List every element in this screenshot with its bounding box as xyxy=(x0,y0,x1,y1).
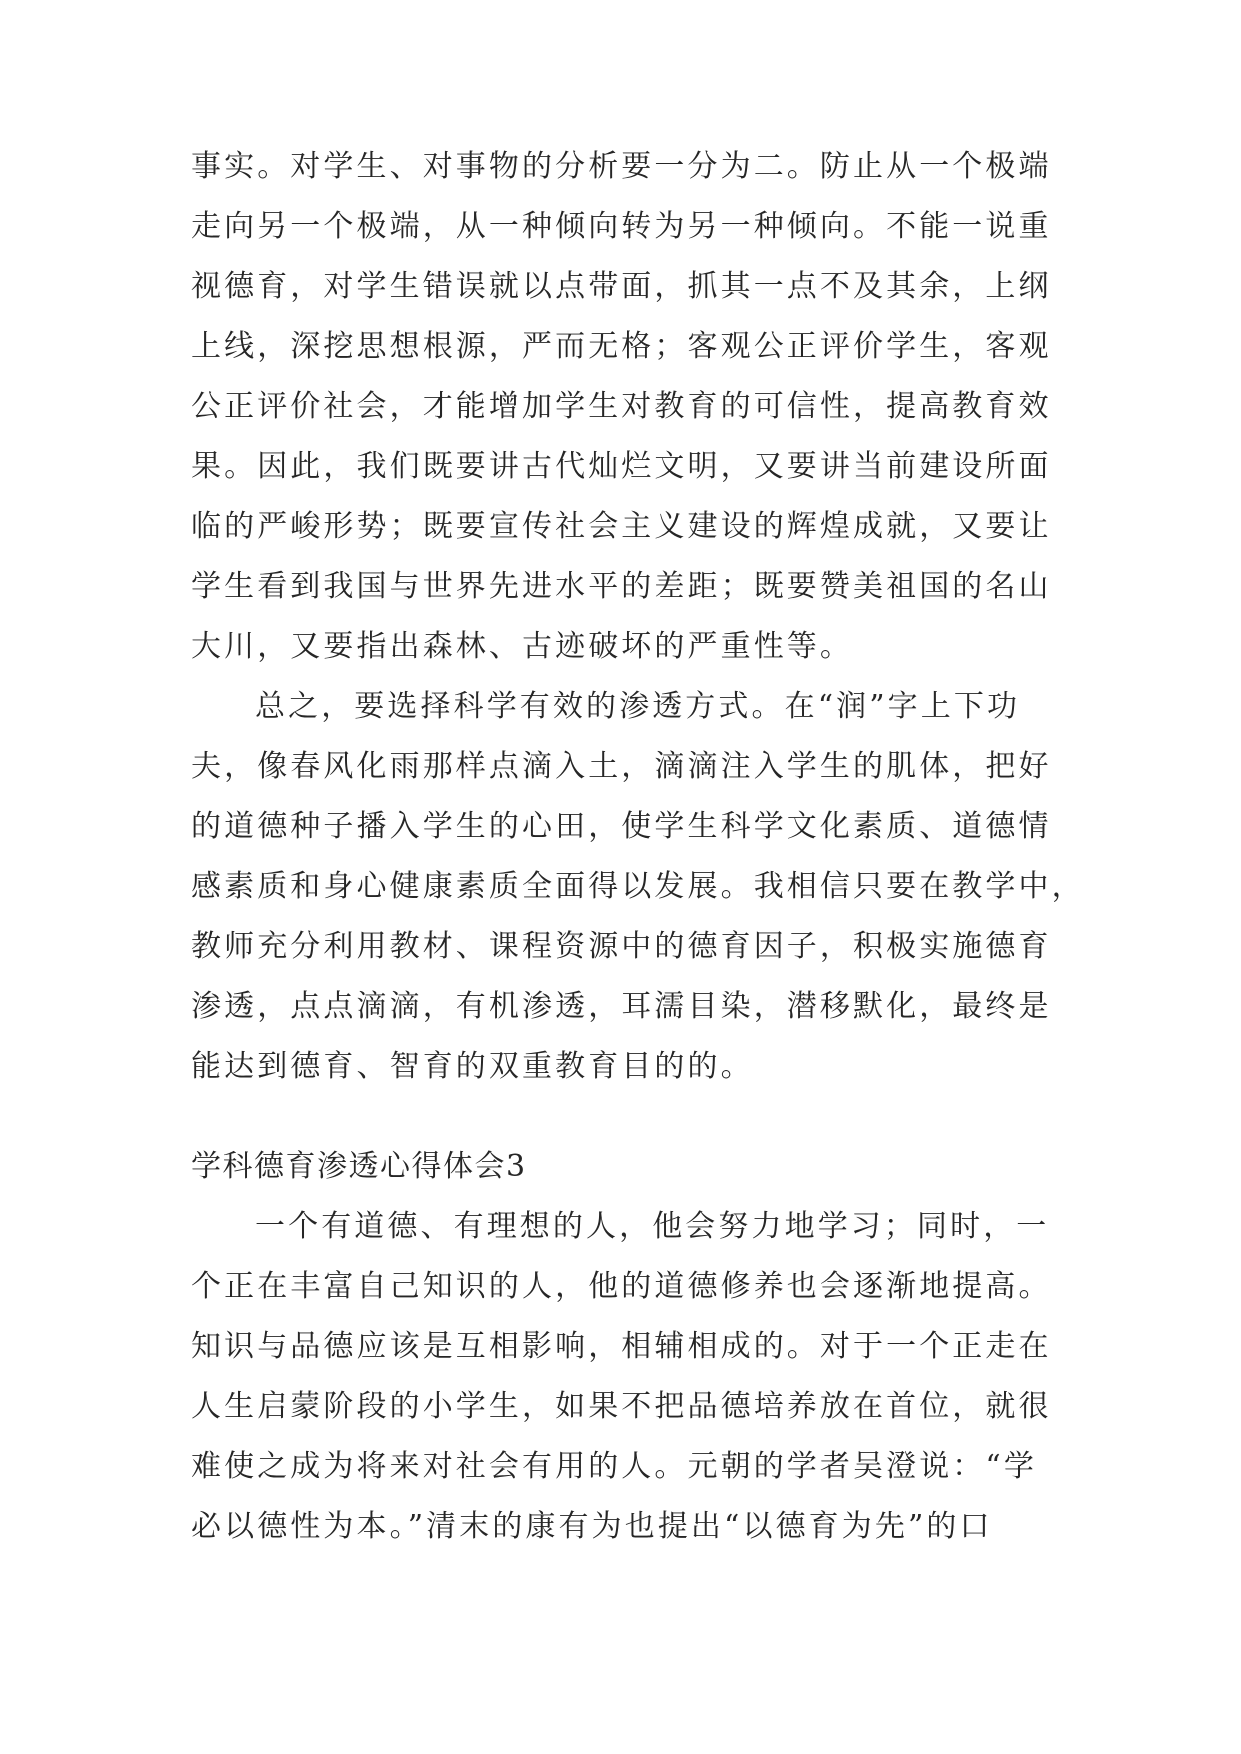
text-line: 果。因此，我们既要讲古代灿烂文明，又要讲当前建设所面 xyxy=(191,449,1052,484)
text-line: 能达到德育、智育的双重教育目的的。 xyxy=(191,1049,754,1084)
text-line: 个正在丰富自己知识的人，他的道德修养也会逐渐地提高。 xyxy=(191,1269,1052,1304)
text-line: 总之，要选择科学有效的渗透方式。在“润”字上下功 xyxy=(255,689,1021,724)
text-line: 教师充分利用教材、课程资源中的德育因子，积极实施德育 xyxy=(191,929,1052,964)
text-line: 临的严峻形势；既要宣传社会主义建设的辉煌成就，又要让 xyxy=(191,509,1052,544)
text-line: 学生看到我国与世界先进水平的差距；既要赞美祖国的名山 xyxy=(191,569,1052,604)
text-line: 知识与品德应该是互相影响，相辅相成的。对于一个正走在 xyxy=(191,1329,1052,1364)
text-line: 公正评价社会，才能增加学生对教育的可信性，提高教育效 xyxy=(191,389,1052,424)
text-line: 上线，深挖思想根源，严而无格；客观公正评价学生，客观 xyxy=(191,329,1052,364)
text-line: 难使之成为将来对社会有用的人。元朝的学者吴澄说：“学 xyxy=(191,1449,1037,1484)
section-heading: 学科德育渗透心得体会3 xyxy=(191,1149,527,1184)
text-line: 视德育，对学生错误就以点带面，抓其一点不及其余，上纲 xyxy=(191,269,1052,304)
text-line: 人生启蒙阶段的小学生，如果不把品德培养放在首位，就很 xyxy=(191,1389,1052,1424)
text-line: 的道德种子播入学生的心田，使学生科学文化素质、道德情 xyxy=(191,809,1052,844)
text-line: 一个有道德、有理想的人，他会努力地学习；同时，一 xyxy=(255,1209,1050,1244)
text-line: 必以德性为本。”清末的康有为也提出“以德育为先”的口 xyxy=(191,1509,993,1544)
text-line: 夫，像春风化雨那样点滴入土，滴滴注入学生的肌体，把好 xyxy=(191,749,1052,784)
text-line: 走向另一个极端，从一种倾向转为另一种倾向。不能一说重 xyxy=(191,209,1052,244)
text-line: 事实。对学生、对事物的分析要一分为二。防止从一个极端 xyxy=(191,149,1052,184)
text-line: 感素质和身心健康素质全面得以发展。我相信只要在教学中， xyxy=(191,869,1085,904)
text-line: 大川，又要指出森林、古迹破坏的严重性等。 xyxy=(191,629,853,664)
text-line: 渗透，点点滴滴，有机渗透，耳濡目染，潜移默化，最终是 xyxy=(191,989,1052,1024)
